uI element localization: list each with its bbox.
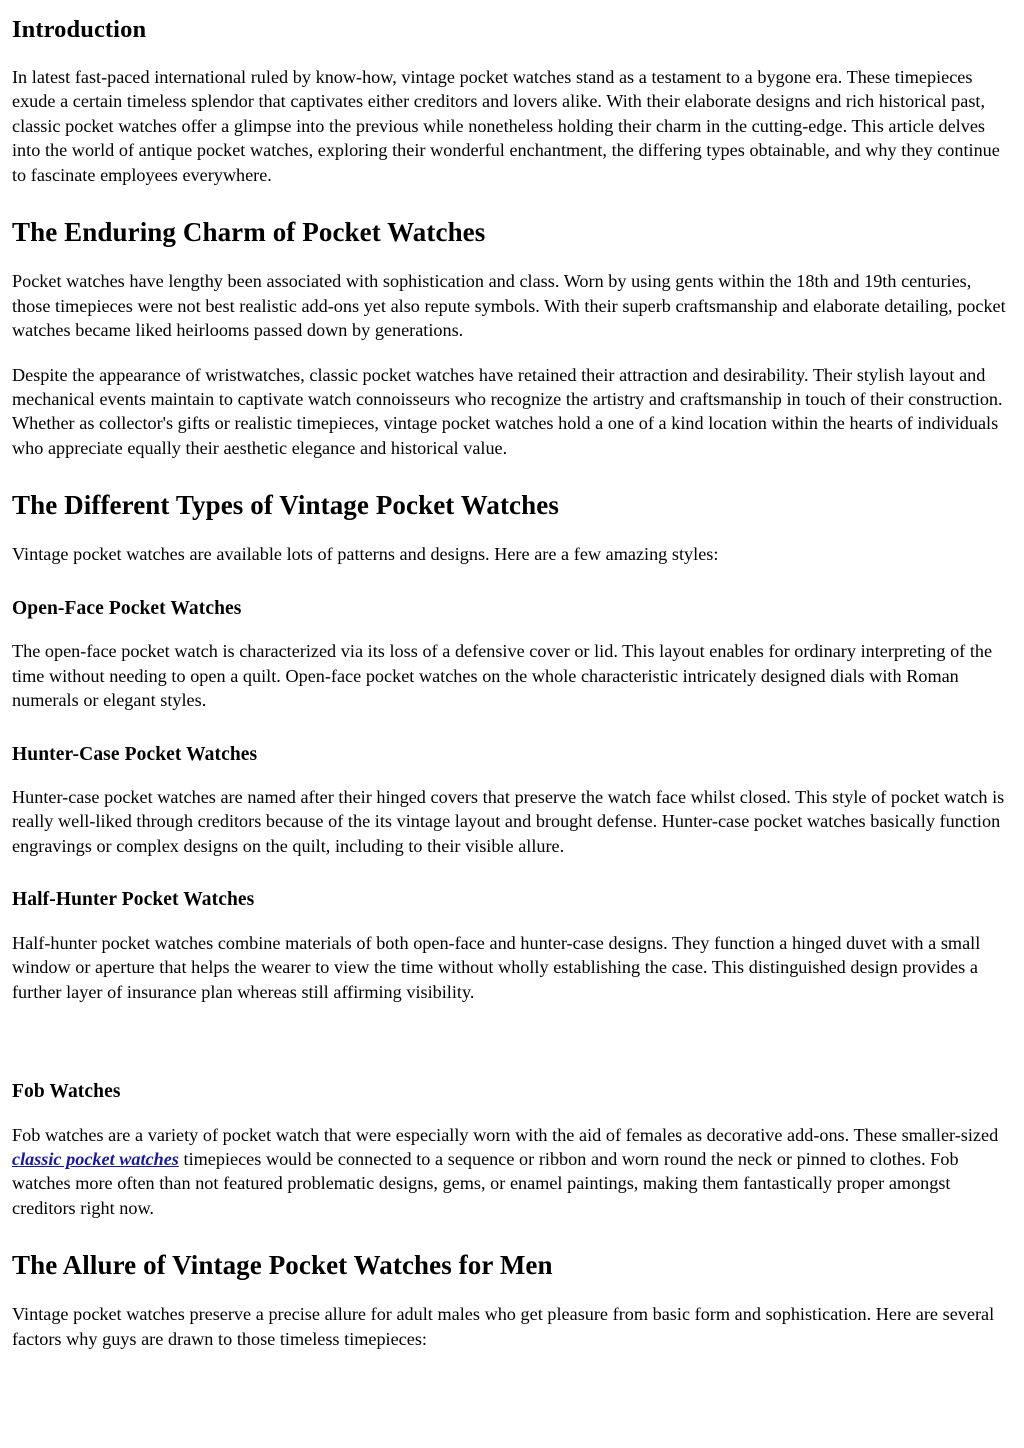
paragraph-open-face: The open-face pocket watch is characterized via its loss of a defensive cover or lid. This layout enables for ordinary interpreting of the time without needing to open a quilt. Open-face pocket watches on the whole characteristic intricately designed dials with Roman numerals or elegant styles. [12,641,993,711]
paragraph-enduring-charm-2: Despite the appearance of wristwatches, classic pocket watches have retained their attraction and desirability. Their stylish layout and mechanical events maintain to captivate watch connoisseurs who recognize the artistry and craftsmanship in touch of their construction. Whether as collector's gifts or realistic timepieces, vintage pocket watches hold a one of a kind location within the hearts of individuals who appreciate equally their aesthetic elegance and historical value. [12,364,1003,458]
subheading-fob-watches: Fob Watches [12,1081,121,1103]
paragraph-fob-watches-text-after-link: timepieces would be connected to a sequence or ribbon and worn round the neck or pinned to clothes. Fob watches more often than not featured problematic designs, gems, or enamel paintings, making them fantastically proper amongst creditors right now. [12,1148,959,1218]
heading-enduring-charm: The Enduring Charm of Pocket Watches [12,217,486,248]
paragraph-fob-watches [12,1123,1012,1221]
paragraph-half-hunter: Half-hunter pocket watches combine materials of both open-face and hunter-case designs. They function a hinged duvet with a small window or aperture that helps the wearer to view the time without wholly establishing the case. This distinguished design provides a further layer of insurance plan whereas still affirming visibility. [12,932,981,1002]
paragraph-introduction-1: In latest fast-paced international ruled by know-how, vintage pocket watches stand as a testament to a bygone era. These timepieces exude a certain timeless splendor that captivates either creditors and lovers alike. With their elaborate designs and rich historical past, classic pocket watches offer a glimpse into the previous while nonetheless holding their charm in the cutting-edge. This article delves into the world of antique pocket watches, exploring their wonderful enchantment, the differing types obtainable, and why they continue to fascinate employees everywhere. [12,66,1000,185]
article-body [12,16,1012,1351]
paragraph-allure-for-men-1: Vintage pocket watches preserve a precise allure for adult males who get pleasure from basic form and sophistication. Here are several factors why guys are drawn to those timeless timepieces: [12,1304,995,1349]
paragraph-enduring-charm-1: Pocket watches have lengthy been associated with sophistication and class. Worn by using gents within the 18th and 19th centuries, those timepieces were not best realistic add-ons yet also repute symbols. With their superb craftsmanship and elaborate detailing, pocket watches became liked heirlooms passed down by generations. [12,271,1006,341]
classic-pocket-watches-link[interactable]: classic pocket watches [12,1148,179,1169]
heading-different-types: The Different Types of Vintage Pocket Watches [12,490,559,521]
subheading-half-hunter: Half-Hunter Pocket Watches [12,889,255,911]
paragraph-fob-watches-text-before-link: Fob watches are a variety of pocket watch that were especially worn with the aid of females as decorative add-ons. These smaller-sized [12,1124,999,1145]
paragraph-hunter-case: Hunter-case pocket watches are named after their hinged covers that preserve the watch face whilst closed. This style of pocket watch is really well-liked through creditors because of the its vintage layout and brought defense. Hunter-case pocket watches basically function engravings or complex designs on the quilt, including to their visible allure. [12,786,1005,856]
heading-allure-for-men: The Allure of Vintage Pocket Watches for Men [12,1250,553,1281]
subheading-hunter-case: Hunter-Case Pocket Watches [12,743,258,765]
empty-paragraph-spacer [12,1024,1012,1050]
heading-introduction: Introduction [12,16,147,43]
subheading-open-face: Open-Face Pocket Watches [12,597,242,619]
paragraph-different-types-intro: Vintage pocket watches are available lots of patterns and designs. Here are a few amazing styles: [12,544,719,565]
